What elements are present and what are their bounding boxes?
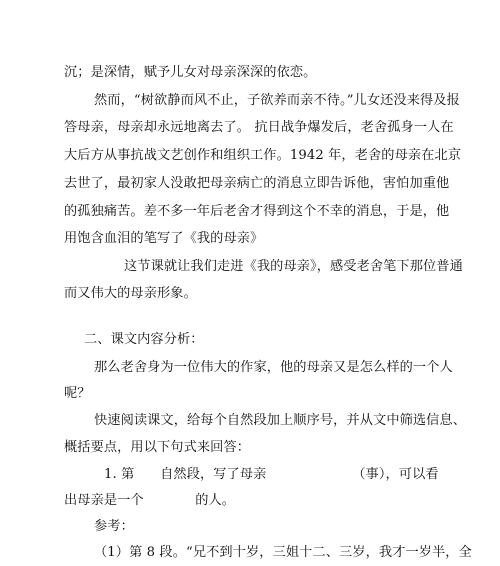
text-line: 呢？ <box>64 386 91 401</box>
text-line: 那么老舍身为一位伟大的作家，他的母亲又是怎么样的一个人 <box>94 360 453 375</box>
reference-label: 参考： <box>94 519 134 534</box>
text-line: 然而，“树欲静而风不止，子欲养而亲不待。”儿女还没来得及报 <box>94 93 460 108</box>
text-line: 答母亲，母亲却永远地离去了。 抗日战争爆发后，老舍孤身一人在 <box>64 120 454 135</box>
exercise-prompt: 出母亲是一个 的人。 <box>64 493 236 508</box>
section-heading: 二、课文内容分析： <box>84 332 204 347</box>
text-line: 的孤独痛苦。差不多一年后老舍才得到这个不幸的消息，于是，他 <box>64 204 450 219</box>
text-line: （1）第 8 段。“兄不到十岁，三姐十二、三岁，我才一岁半，全 <box>94 545 472 560</box>
text-line: 用饱含血泪的笔写了《我的母亲》 <box>64 231 264 246</box>
text-line: 概括要点，用以下句式来回答： <box>64 440 251 455</box>
exercise-prompt: 1. 第 自然段，写了母亲 （事），可以看 <box>104 467 439 482</box>
text-line: 这节课就让我们走进《我的母亲》，感受老舍笔下那位普通 <box>124 259 463 274</box>
text-line: 大后方从事抗战文艺创作和组织工作。1942 年，老舍的母亲在北京 <box>64 148 462 163</box>
text-line: 快速阅读课文，给每个自然段加上顺序号，并从文中筛选信息、 <box>94 413 467 428</box>
text-line: 而又伟大的母亲形象。 <box>64 286 197 301</box>
text-line: 沉；是深情，赋予儿女对母亲深深的依恋。 <box>64 65 317 80</box>
text-line: 去世了，最初家人没敢把母亲病亡的消息立即告诉他，害怕加重他 <box>64 176 450 191</box>
